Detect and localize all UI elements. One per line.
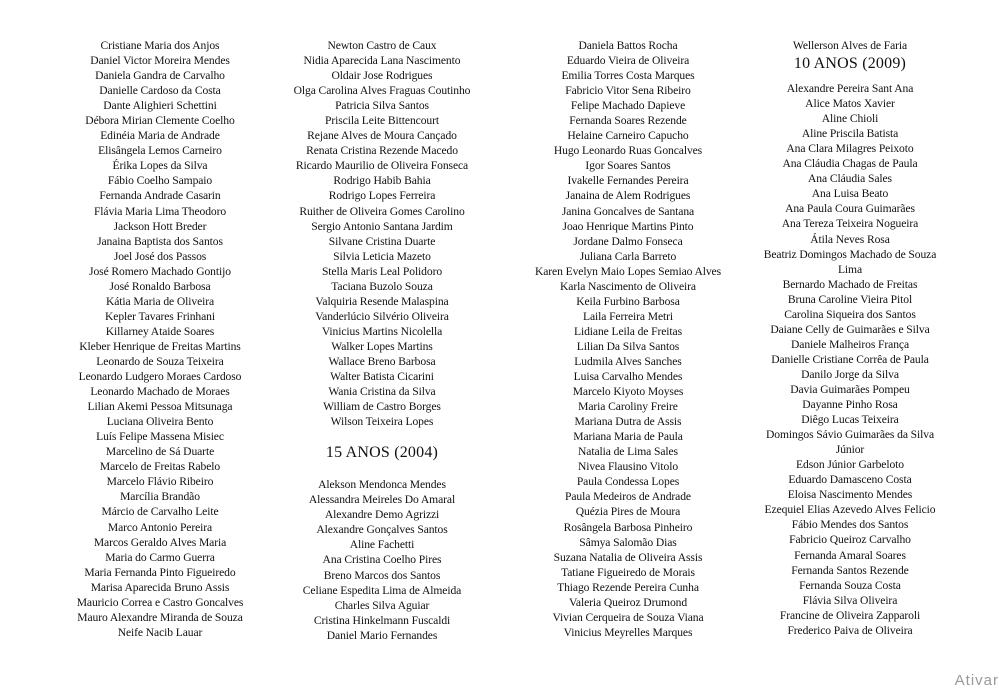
name-entry: William de Castro Borges [323,400,441,414]
name-entry: Wallace Breno Barbosa [328,354,436,368]
name-entry: Karla Nascimento de Oliveira [560,279,696,293]
name-entry: Renata Cristina Rezende Macedo [306,144,458,158]
name-entry: Beatriz Domingos Machado de Souza [763,247,937,261]
name-entry: Paula Medeiros de Andrade [565,490,691,504]
name-entry: Nidia Aparecida Lana Nascimento [303,54,461,68]
name-entry: Alekson Mendonca Mendes [318,478,446,492]
section-heading-10-anos: 10 ANOS (2009) [793,55,907,73]
name-entry: Maria Fernanda Pinto Figueiredo [84,565,236,579]
name-entry: Ana Cristina Coelho Pires [322,553,442,567]
name-entry: Francine de Oliveira Zapparoli [779,608,921,622]
name-entry: Janaina Baptista dos Santos [97,234,223,248]
name-entry: Vinicius Meyrelles Marques [563,625,693,639]
name-entry: Walter Batista Cicarini [330,370,434,384]
name-entry: Luciana Oliveira Bento [106,415,214,429]
name-entry: Ana Cláudia Chagas de Paula [782,157,918,171]
name-entry: Fernanda Andrade Casarin [99,189,221,203]
name-entry: Silvia Leticia Mazeto [333,249,431,263]
name-entry: Alexandre Pereira Sant Ana [786,82,914,96]
name-entry: Valquiria Resende Malaspina [315,294,449,308]
name-entry: Frederico Paiva de Oliveira [787,623,913,637]
name-entry: Ezequiel Elias Azevedo Alves Felicio [764,503,936,517]
name-entry: Rodrigo Lopes Ferreira [328,189,436,203]
name-entry: Igor Soares Santos [585,159,671,173]
name-entry: Quézia Pires de Moura [575,505,681,519]
name-entry: Hugo Leonardo Ruas Goncalves [553,144,703,158]
name-entry: Ricardo Maurilio de Oliveira Fonseca [295,159,469,173]
name-list [252,38,512,429]
name-entry: Lilian Da Silva Santos [576,339,680,353]
name-entry: Luís Felipe Massena Misiec [96,430,224,444]
name-entry: Helaine Carneiro Capucho [567,129,689,143]
name-entry: Vivian Cerqueira de Souza Viana [552,610,704,624]
name-entry: Eloisa Nascimento Mendes [787,488,913,502]
name-entry: Alexandre Demo Agrizzi [324,508,440,522]
name-entry: Keila Furbino Barbosa [576,294,680,308]
name-entry: Daniela Battos Rocha [578,39,678,52]
names-column-1 [40,38,280,640]
name-entry: Stella Maris Leal Polidoro [321,264,443,278]
name-list [40,38,280,640]
name-entry: Lidiane Leila de Freitas [573,324,683,338]
name-entry: Flávia Silva Oliveira [802,593,898,607]
name-entry: Marcelino de Sá Duarte [105,445,215,459]
name-entry: Edson Júnior Garbeloto [796,458,904,472]
name-entry: Ana Luisa Beato [811,187,889,201]
name-entry: Ruither de Oliveira Gomes Carolino [299,204,465,218]
names-column-3 [502,38,754,640]
name-entry: Marco Antonio Pereira [107,520,213,534]
name-entry: Aline Chioli [821,112,879,126]
name-entry: Maria Caroliny Freire [578,400,678,414]
name-entry: Natalia de Lima Sales [578,445,678,459]
name-entry: Luisa Carvalho Mendes [573,370,683,384]
name-entry: Fábio Mendes dos Santos [791,518,909,532]
name-list [730,38,970,53]
name-entry: Ana Cláudia Sales [808,172,892,186]
name-entry: Alessandra Meireles Do Amaral [308,493,456,507]
name-entry: Wilson Teixeira Lopes [330,415,434,429]
name-entry: Mauricio Correa e Castro Goncalves [76,595,244,609]
name-entry: Mariana Maria de Paula [573,430,683,444]
name-entry: Maria do Carmo Guerra [105,550,215,564]
name-entry: Aline Priscila Batista [801,127,899,141]
name-entry: Sâmya Salomão Dias [579,535,677,549]
name-entry: Jackson Hott Breder [113,219,207,233]
name-entry: Ana Tereza Teixeira Nogueira [781,217,919,231]
name-entry: Domingos Sávio Guimarães da Silva [765,428,934,442]
name-entry: Vinicius Martins Nicolella [321,324,443,338]
name-list [502,38,754,640]
name-entry: Bernardo Machado de Freitas [782,277,918,291]
name-entry: Marcelo Flávio Ribeiro [106,475,214,489]
name-entry: Felipe Machado Dapieve [570,99,686,113]
name-entry: Mauro Alexandre Miranda de Souza [77,610,243,624]
section-heading-15-anos: 15 ANOS (2004) [325,444,439,462]
name-entry: Valeria Queiroz Drumond [568,595,688,609]
name-entry: Daiane Celly de Guimarães e Silva [770,322,930,336]
name-entry: Taciana Buzolo Souza [331,279,433,293]
name-entry: Fabricio Queiroz Carvalho [789,533,911,547]
name-entry: Rejane Alves de Moura Cançado [307,129,457,143]
name-entry: Júnior [835,443,865,457]
name-entry: Lima [837,262,863,276]
name-entry: Kleber Henrique de Freitas Martins [79,339,241,353]
name-entry: Érika Lopes da Silva [112,159,208,173]
name-entry: Aline Fachetti [349,538,415,552]
name-entry: Fernanda Soares Rezende [569,114,687,128]
name-entry: Laila Ferreira Metri [582,309,674,323]
name-entry: Edinéia Maria de Andrade [100,129,220,143]
name-entry: Marcília Brandão [120,490,200,504]
name-entry: Rodrigo Habib Bahia [333,174,431,188]
name-entry: Márcio de Carvalho Leite [101,505,219,519]
name-entry: Thiago Rezende Pereira Cunha [557,580,699,594]
name-entry: Olga Carolina Alves Fraguas Coutinho [293,84,471,98]
name-entry: Walker Lopes Martins [331,339,433,353]
name-entry: Silvane Cristina Duarte [328,234,436,248]
name-entry: Paula Condessa Lopes [576,475,680,489]
names-column-2 [252,38,512,643]
name-entry: Danielle Cardoso da Costa [99,84,221,98]
name-entry: Ana Paula Coura Guimarães [785,202,915,216]
name-entry: Diêgo Lucas Teixeira [801,413,899,427]
name-entry: Dayanne Pinho Rosa [802,398,898,412]
name-entry: Jordane Dalmo Fonseca [573,234,683,248]
name-entry: Neife Nacib Lauar [117,625,203,639]
name-entry: Rosângela Barbosa Pinheiro [563,520,693,534]
name-entry: Marcos Geraldo Alves Maria [93,535,227,549]
name-entry: Janina Goncalves de Santana [561,204,695,218]
name-entry: Eduardo Vieira de Oliveira [566,54,690,68]
name-entry: Vanderlúcio Silvério Oliveira [315,309,449,323]
name-entry: Suzana Natalia de Oliveira Assis [553,550,703,564]
name-entry: Priscila Leite Bittencourt [325,114,439,128]
name-entry: Newton Castro de Caux [327,39,437,52]
name-entry: Killarney Ataide Soares [105,324,215,338]
name-entry: Breno Marcos dos Santos [323,568,441,582]
name-entry: Nivea Flausino Vitolo [577,460,679,474]
name-entry: Leonardo de Souza Teixeira [96,354,224,368]
name-entry: Débora Mirian Clemente Coelho [85,114,235,128]
names-column-4 [730,38,970,638]
name-entry: Cristina Hinkelmann Fuscaldi [313,613,451,627]
name-entry: Kátia Maria de Oliveira [105,294,215,308]
name-entry: Daniela Gandra de Carvalho [95,69,225,83]
name-entry: Bruna Caroline Vieira Pitol [787,292,913,306]
name-entry: Leonardo Ludgero Moraes Cardoso [78,370,242,384]
name-entry: Alice Matos Xavier [805,97,895,111]
name-entry: Janaina de Alem Rodrigues [565,189,691,203]
name-entry: Lilian Akemi Pessoa Mitsunaga [87,400,233,414]
name-entry: Cristiane Maria dos Anjos [100,39,220,52]
name-entry: Karen Evelyn Maio Lopes Semiao Alves [534,264,722,278]
name-entry: Átila Neves Rosa [810,232,890,246]
name-entry: Wania Cristina da Silva [328,385,436,399]
name-entry: Patricia Silva Santos [335,99,429,113]
name-entry: Fabricio Vitor Sena Ribeiro [565,84,691,98]
name-entry: Danilo Jorge da Silva [801,367,899,381]
name-entry: Fernanda Amaral Soares [794,548,906,562]
name-entry: Dante Alighieri Schettini [103,99,217,113]
name-list [252,477,512,643]
name-entry: Juliana Carla Barreto [579,249,677,263]
name-entry: Daniel Mario Fernandes [326,628,438,642]
name-entry: Joao Henrique Martins Pinto [562,219,694,233]
name-entry: Wellerson Alves de Faria [792,39,908,52]
name-entry: Marcelo Kiyoto Moyses [572,385,684,399]
name-entry: Tatiane Figueiredo de Morais [561,565,695,579]
name-entry: Oldair Jose Rodrigues [331,69,433,83]
name-entry: Fernanda Souza Costa [799,578,901,592]
name-entry: Marcelo de Freitas Rabelo [99,460,221,474]
name-entry: Ivakelle Fernandes Pereira [567,174,689,188]
name-entry: Joel José dos Passos [113,249,207,263]
name-entry: Carolina Siqueira dos Santos [784,307,916,321]
name-entry: Marisa Aparecida Bruno Assis [90,580,230,594]
name-entry: Leonardo Machado de Moraes [90,385,230,399]
name-entry: Davia Guimarães Pompeu [790,382,910,396]
name-entry: Charles Silva Aguiar [334,598,430,612]
name-entry: Danielle Cristiane Corrêa de Paula [771,352,929,366]
name-entry: Ana Clara Milagres Peixoto [786,142,914,156]
name-list [730,81,970,638]
name-entry: Ludmila Alves Sanches [574,354,682,368]
name-entry: Eduardo Damasceno Costa [788,473,912,487]
name-entry: Sergio Antonio Santana Jardim [311,219,453,233]
name-entry: Fábio Coelho Sampaio [107,174,213,188]
name-entry: Emilia Torres Costa Marques [561,69,695,83]
name-entry: Alexandre Gonçalves Santos [316,523,448,537]
name-entry: Kepler Tavares Frinhani [105,309,215,323]
name-entry: Flávia Maria Lima Theodoro [93,204,227,218]
name-entry: Daniel Victor Moreira Mendes [90,54,230,68]
name-entry: Elisângela Lemos Carneiro [98,144,222,158]
name-entry: Daniele Malheiros França [791,337,909,351]
name-entry: José Romero Machado Gontijo [89,264,231,278]
name-entry: Fernanda Santos Rezende [791,563,909,577]
name-entry: Celiane Espedita Lima de Almeida [302,583,462,597]
name-entry: José Ronaldo Barbosa [109,279,211,293]
name-entry: Mariana Dutra de Assis [574,415,682,429]
activation-watermark-text: Ativar [954,672,999,689]
